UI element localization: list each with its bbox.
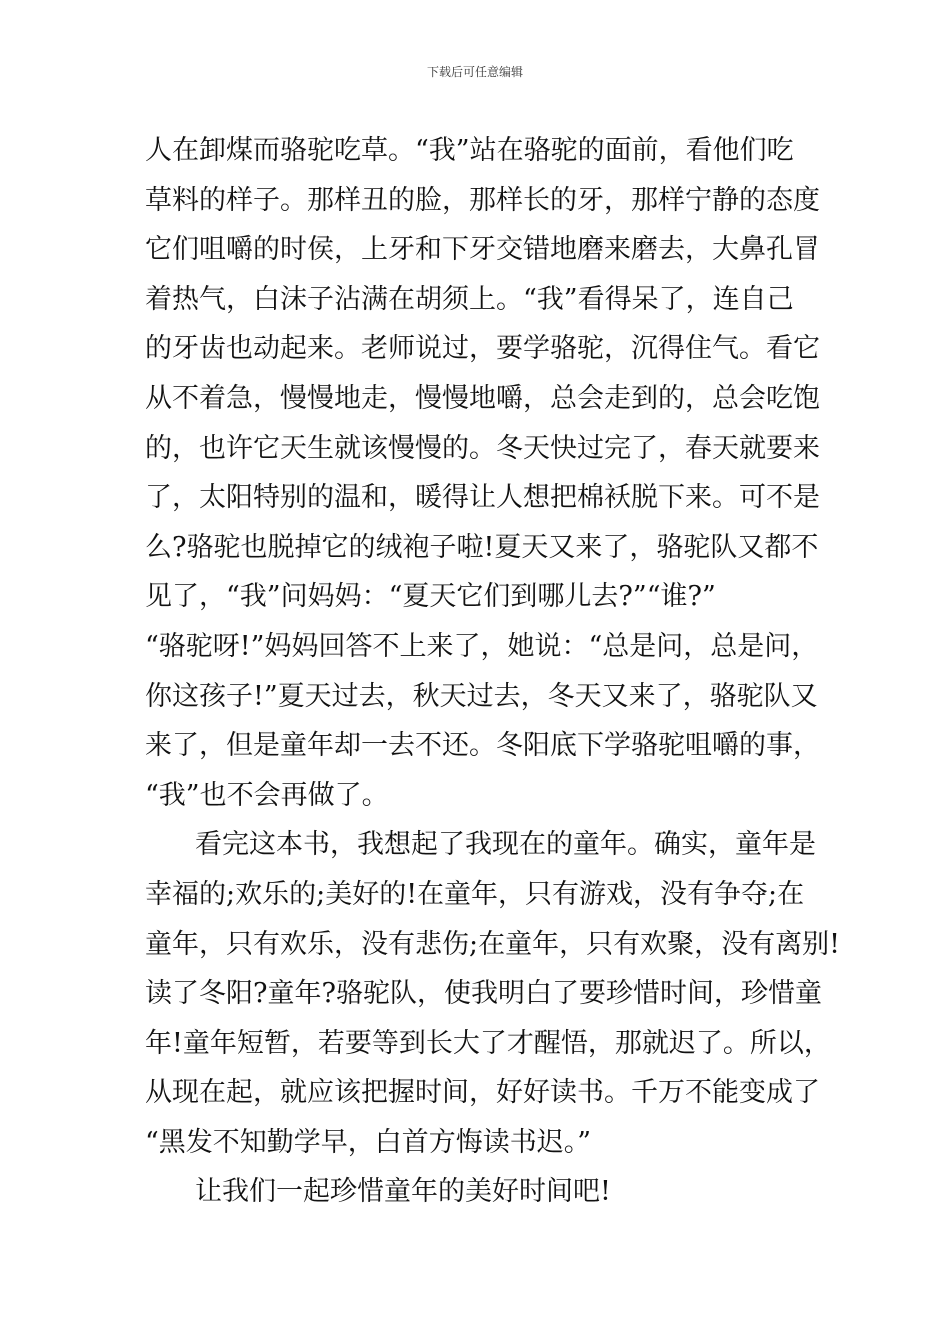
text-line: 了，太阳特别的温和，暖得让人想把棉袄脱下来。可不是 (145, 482, 820, 514)
text-line: 着热气，白沫子沾满在胡须上。“我”看得呆了，连自己 (145, 283, 794, 315)
text-line: 的，也许它天生就该慢慢的。冬天快过完了，春天就要来 (145, 432, 820, 464)
text-line: “骆驼呀!”妈妈回答不上来了，她说：“总是问，总是问， (145, 630, 819, 662)
text-line: 从不着急，慢慢地走，慢慢地嚼，总会走到的，总会吃饱 (145, 382, 820, 414)
text-line: 的牙齿也动起来。老师说过，要学骆驼，沉得住气。看它 (145, 333, 820, 365)
text-line: 你这孩子!”夏天过去，秋天过去，冬天又来了，骆驼队又 (145, 680, 818, 712)
text-line: 见了，“我”问妈妈：“夏天它们到哪儿去?”“谁?” (145, 581, 716, 613)
text-line: 从现在起，就应该把握时间，好好读书。千万不能变成了 (145, 1077, 820, 1109)
text-line: “黑发不知勤学早，白首方悔读书迟。” (145, 1126, 592, 1158)
text-line: 么?骆驼也脱掉它的绒袍子啦!夏天又来了，骆驼队又都不 (145, 531, 819, 563)
text-line: 来了，但是童年却一去不还。冬阳底下学骆驼咀嚼的事， (145, 730, 820, 762)
document-body (145, 126, 840, 1217)
paragraph (145, 1167, 835, 1217)
text-line: 童年，只有欢乐，没有悲伤;在童年，只有欢聚，没有离别! (145, 928, 840, 960)
paragraph (145, 126, 835, 820)
text-line: 年!童年短暂，若要等到长大了才醒悟，那就迟了。所以， (145, 1027, 831, 1059)
text-line: 读了冬阳?童年?骆驼队，使我明白了要珍惜时间，珍惜童 (145, 978, 822, 1010)
text-line: 让我们一起珍惜童年的美好时间吧! (195, 1176, 611, 1208)
text-line: 它们咀嚼的时侯，上牙和下牙交错地磨来磨去，大鼻孔冒 (145, 234, 820, 266)
page-header: 下载后可任意编辑 (426, 65, 523, 79)
text-line: 草料的样子。那样丑的脸，那样长的牙，那样宁静的态度 (145, 184, 820, 216)
text-line: 人在卸煤而骆驼吃草。“我”站在骆驼的面前，看他们吃 (145, 135, 794, 166)
text-line: 幸福的;欢乐的;美好的!在童年，只有游戏，没有争夺;在 (145, 878, 805, 910)
paragraph (145, 820, 840, 1167)
text-line: “我”也不会再做了。 (145, 779, 389, 811)
text-line: 看完这本书，我想起了我现在的童年。确实，童年是 (195, 829, 816, 861)
